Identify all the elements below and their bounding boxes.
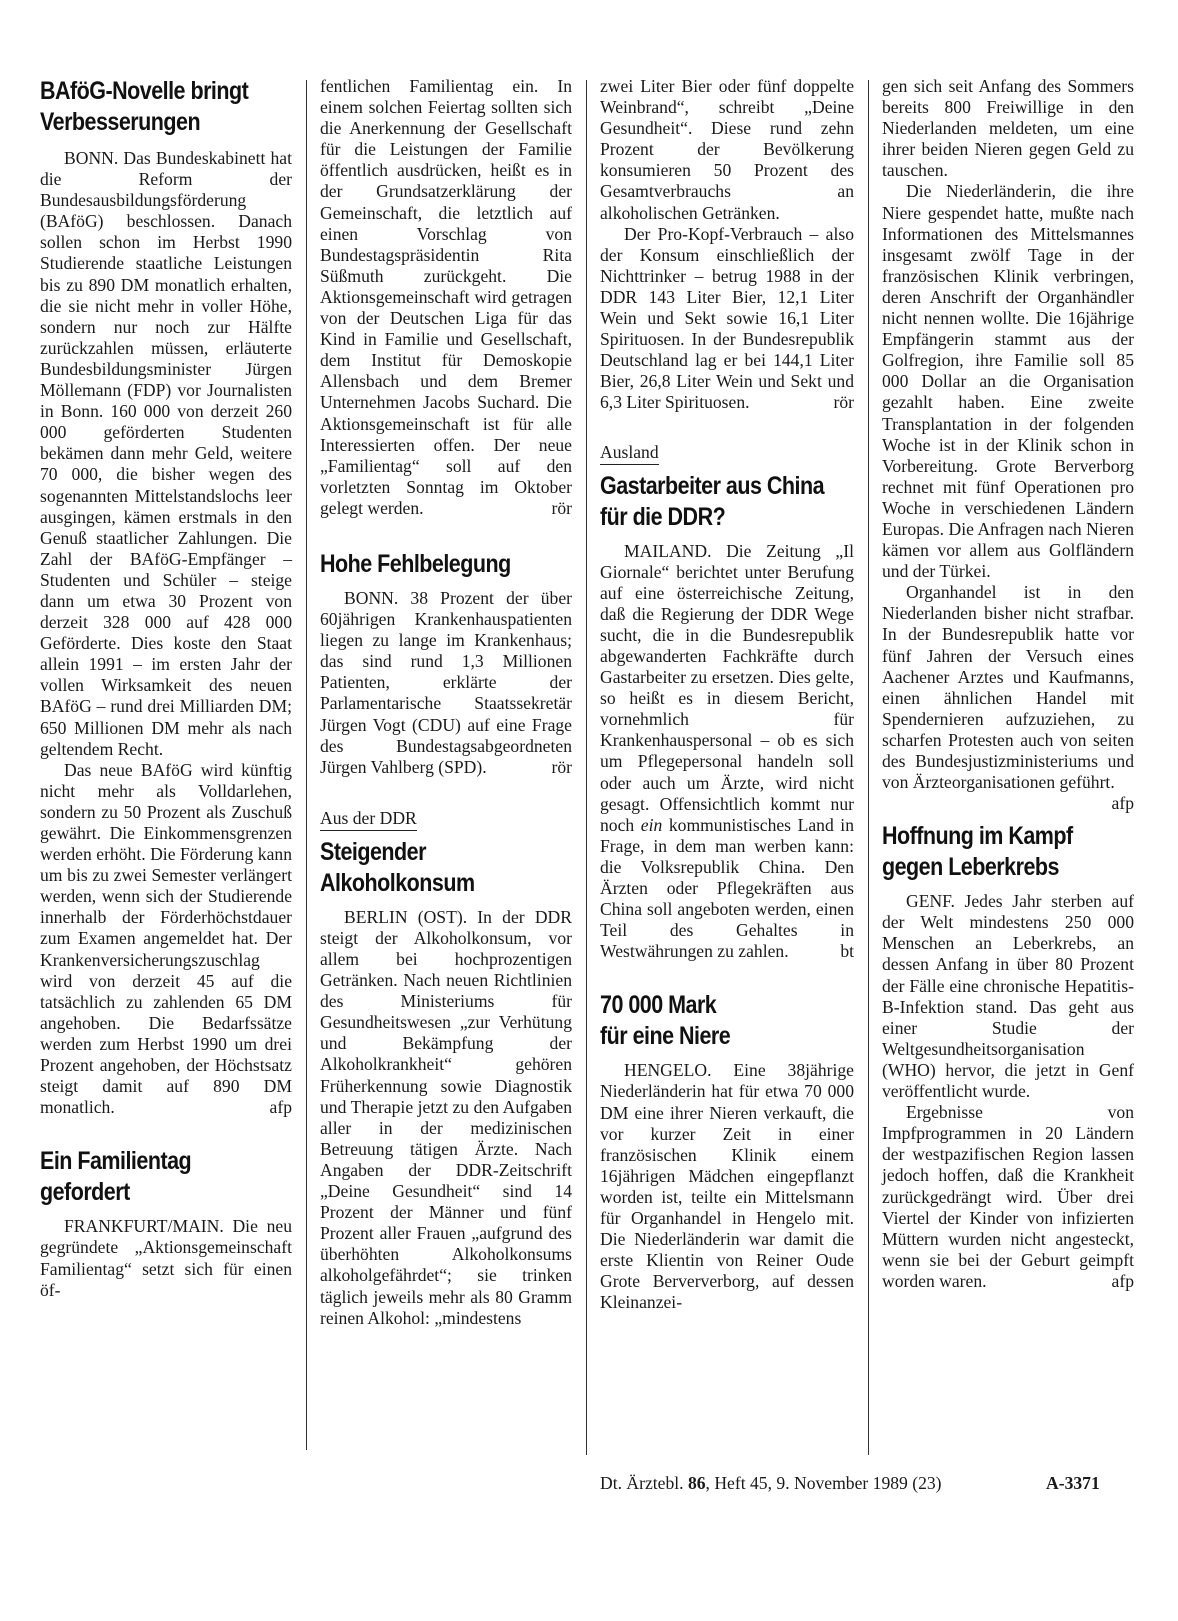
article-bafoeg: [40, 76, 292, 1118]
paragraph: GENF. Jedes Jahr sterben auf der Welt mindestens 250 000 Menschen an Leberkrebs, an dessen Anfang in über 80 Prozent der Fälle eine chronische Hepatitis-B-Infektion stand. Das geht aus einer Studie der Weltgesundheitsorganisation (WHO) hervor, die jetzt in Genf veröffentlicht wurde.: [882, 891, 1134, 1102]
article-familientag: [40, 1146, 292, 1300]
paragraph-continued: zwei Liter Bier oder fünf doppelte Weinbrand“, schreibt „Deine Gesundheit“. Diese rund zehn Prozent der Bevölkerung konsumieren 50 Prozent des Gesamtverbrauchs an alkoholischen Getränken.: [600, 76, 854, 223]
column-rule: [586, 80, 587, 1455]
section-rubric: Ausland: [600, 442, 659, 465]
column-4: [882, 76, 1134, 1292]
paragraph: FRANKFURT/MAIN. Die neu gegründete „Aktionsgemeinschaft Familientag“ setzt sich für einen öf-: [40, 1216, 292, 1300]
headline-bafoeg: BAföG-Novelle bringt Verbesserungen: [40, 77, 249, 136]
article-fehlbelegung: [320, 549, 572, 778]
paragraph: Das neue BAföG wird künftig nicht mehr als Volldarlehen, sondern zu 50 Prozent als Zuschuß gewährt. Die Einkommensgrenzen werden erhöht. Die Förderung kann um bis zu zwei Semester verlängert werden, wenn sich der Studierende innerhalb der Förderhöchstdauer zum Examen angemeldet hat. Der Krankenversicherungszuschlag wird von derzeit 45 auf die tatsächlich zu zahlenden 65 DM angehoben. Die Bedarfssätze werden zum Herbst 1990 um drei Prozent angehoben, der Höchstsatz steigt damit auf 890 DM monatlich. afp: [40, 759, 292, 1118]
headline-niere: 70 000 Mark für eine Niere: [600, 991, 731, 1051]
article-china: [600, 442, 854, 963]
column-rule: [306, 80, 307, 1450]
paragraph: BONN. Das Bundeskabinett hat die Reform der Bundesausbildungsförderung (BAföG) beschlossen. Danach sollen schon im Herbst 1990 Studierende staatliche Leistungen bis zu 890 DM monatlich erhalten, die sie nicht mehr in voller Höhe, sondern nur noch zur Hälfte zurückzahlen müssen, erläuterte Bundesbildungsminister Jürgen Möllemann (FDP) vor Journalisten in Bonn. 160 000 von derzeit 260 000 geförderten Studenten bekämen dann mehr Geld, weitere 70 000, die bisher wegen des sogenannten Mittelstandslochs leer ausgingen, kämen erstmals in den Genuß staatlicher Zahlungen. Die Zahl der BAföG-Empfänger – Studenten und Schüler – steige dann um etwa 30 Prozent von derzeit 328 000 auf 428 000 Geförderte. Dies koste den Staat allein 1991 – im ersten Jahr der vollen Wirksamkeit des neuen BAföG – rund drei Milliarden DM; 650 Millionen DM mehr als nach geltendem Recht.: [40, 148, 292, 759]
headline-fehlbelegung: Hohe Fehlbelegung: [320, 549, 511, 578]
article-leberkrebs: [882, 821, 1134, 1292]
headline-familientag: Ein Familientag gefordert: [40, 1147, 192, 1207]
issue-info: , Heft 45, 9. November 1989 (23): [705, 1473, 942, 1493]
paragraph: Der Pro-Kopf-Verbrauch – also der Konsum einschließlich der Nichttrinker – betrug 1988 in der DDR 143 Liter Bier, 12,1 Liter Wein und Sekt sowie 16,1 Liter Spirituosen. In der Bundesrepublik Deutschland lag er bei 144,1 Liter Bier, 26,8 Liter Wein und Sekt und 6,3 Liter Spirituosen. rör: [600, 223, 854, 413]
article-niere: [600, 990, 854, 1313]
page-number: A-3371: [1046, 1473, 1100, 1493]
paragraph: HENGELO. Eine 38jährige Niederländerin hat für etwa 70 000 DM eine ihrer Nieren verkauft, die vor kurzer Zeit in einer französischen Klinik einem 16jährigen Mädchen eingepflanzt worden ist, teilte ein Mittelsmann für Organhandel in Hengelo mit. Die Niederländerin war damit die erste Klientin von Reiner Oude Grote Berververborg, auf dessen Kleinanzei-: [600, 1060, 854, 1313]
author-sig: afp: [269, 1097, 292, 1118]
volume-number: 86: [687, 1473, 706, 1493]
paragraph: BERLIN (OST). In der DDR steigt der Alkoholkonsum, vor allem bei hochprozentigen Getränken. Nach neuen Richtlinien des Ministeriums für Gesundheitswesen „zur Verhütung und Bekämpfung der Alkoholkrankheit“ gehören Früherkennung sowie Diagnostik und Therapie jetzt zu den Aufgaben aller in der medizinischen Betreuung tätigen Ärzte. Nach Angaben der DDR-Zeitschrift „Deine Gesundheit“ sind 14 Prozent der Männer und fünf Prozent aller Frauen „aufgrund des überhöhten Alkoholkonsums alkoholgefährdet“; sie trinken täglich jeweils mehr als 80 Gramm reinen Alkohol: „mindestens: [320, 906, 572, 1328]
paragraph-continued: fentlichen Familientag ein. In einem solchen Feiertag sollten sich die Anerkennung der Gesellschaft für die Leistungen der Familie öffentlich ausdrücken, heißt es in der Grundsatzerklärung der Gemeinschaft, die letztlich auf einen Vorschlag von Bundestagspräsidentin Rita Süßmuth zurückgeht. Die Aktionsgemeinschaft wird getragen von der Deutschen Liga für das Kind in Familie und Gesellschaft, dem Institut für Demoskopie Allensbach und dem Bremer Unternehmen Jacobs Suchard. Die Aktionsgemeinschaft ist für alle Interessierten offen. Der neue „Familientag“ soll auf den vorletzten Sonntag im Oktober gelegt werden. rör: [320, 76, 572, 518]
section-rubric: Aus der DDR: [320, 808, 417, 831]
column-rule: [868, 80, 869, 1455]
author-sig: afp: [1111, 793, 1134, 814]
author-sig: bt: [840, 941, 854, 962]
column-3: [600, 76, 854, 1314]
page-footer: [600, 1473, 1100, 1494]
headline-china: Gastarbeiter aus China für die DDR?: [600, 471, 825, 531]
author-sig: rör: [551, 756, 572, 777]
column-2: [320, 76, 572, 1329]
author-sig: rör: [833, 392, 854, 413]
paragraph: Ergebnisse von Impfprogrammen in 20 Ländern der westpazifischen Region lassen jedoch hoffen, daß die Krankheit zurückgedrängt wird. Über drei Viertel der Kinder von infizierten Müttern wurden nicht angesteckt, wenn sie bei der Geburt geimpft worden waren. afp: [882, 1102, 1134, 1291]
article-alkohol: [320, 808, 572, 1329]
paragraph: BONN. 38 Prozent der über 60jährigen Krankenhauspatienten liegen zu lange im Krankenhaus; das sind rund 1,3 Millionen Patienten, erklärte der Parlamentarische Staatssekretär Jürgen Vogt (CDU) auf eine Frage des Bundestagsabgeordneten Jürgen Vahlberg (SPD). rör: [320, 587, 572, 777]
headline-leberkrebs: Hoffnung im Kampf gegen Leberkrebs: [882, 822, 1073, 882]
journal-name: Dt. Ärztebl.: [600, 1473, 684, 1493]
paragraph: Organhandel ist in den Niederlanden bisher nicht strafbar. In der Bundesrepublik hatte vor fünf Jahren der Versuch eines Aachener Arztes und Kaufmanns, einen ähnlichen Handel mit Spendernieren aufzuziehen, zu scharfen Protesten auch von seiten des Bundesjustizministeriums und von Ärzteorganisationen geführt. afp: [882, 582, 1134, 814]
paragraph: MAILAND. Die Zeitung „Il Giornale“ berichtet unter Berufung auf eine österreichische Zeitung, daß die Regierung der DDR Wege sucht, die in die Bundesrepublik abgewanderten Fachkräfte durch Gastarbeiter zu ersetzen. Dies gelte, so heißt es in diesem Bericht, vornehmlich für Krankenhauspersonal – ob es sich um Pflegepersonal handeln soll oder auch um Ärzte, wird nicht gesagt. Offensichtlich kommt nur noch ein kommunistisches Land in Frage, in dem man werben kann: die Volksrepublik China. Den Ärzten oder Pflegekräften aus China soll angeboten werden, einen Teil des Gehaltes in Westwährungen zu zahlen. bt: [600, 540, 854, 962]
headline-alkohol: Steigender Alkoholkonsum: [320, 837, 475, 897]
author-sig: afp: [1111, 1270, 1134, 1291]
paragraph: Die Niederländerin, die ihre Niere gespendet hatte, mußte nach Informationen des Mittelsmannes insgesamt zwölf Tage in der französischen Klinik verbringen, deren Anschrift der Organhändler nicht nennen wollte. Die 16jährige Empfängerin stammt aus der Golfregion, ihre Familie soll 85 000 Dollar an die Organisation gezahlt haben. Eine zweite Transplantation in der folgenden Woche ist in der Klinik schon in Vorbereitung. Grote Berverborg rechnet mit fünf Operationen pro Woche in verschiedenen Ländern Europas. Die Anfragen nach Nieren kämen vor allem aus Golfländern und der Türkei.: [882, 181, 1134, 582]
column-1: [40, 76, 292, 1301]
paragraph-continued: gen sich seit Anfang des Sommers bereits 800 Freiwillige in den Niederlanden meldeten, um eine ihrer beiden Nieren gegen Geld zu tauschen.: [882, 76, 1134, 181]
author-sig: rör: [551, 497, 572, 518]
